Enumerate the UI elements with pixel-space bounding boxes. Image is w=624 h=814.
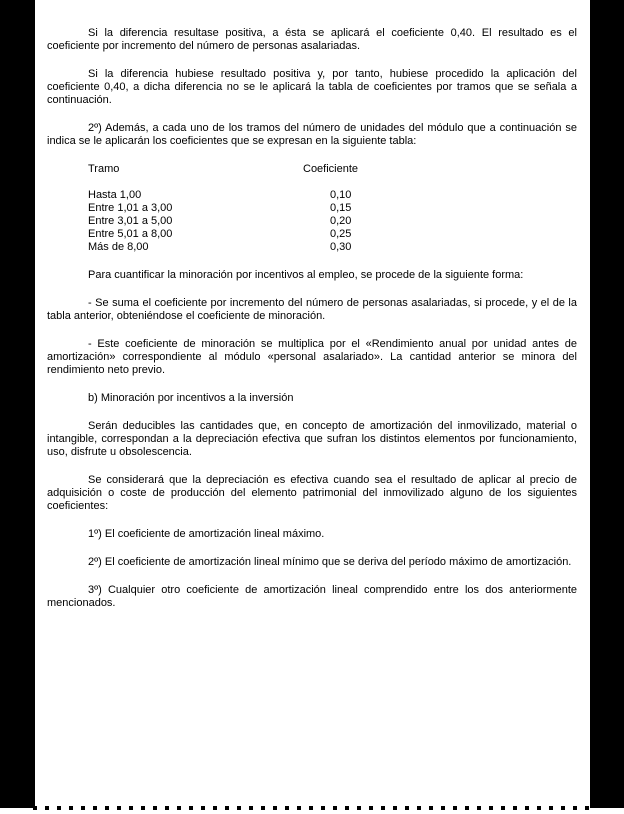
item-3-cualquier-otro: 3º) Cualquier otro coeficiente de amortización lineal comprendido entre los dos anteriormente mencionados. [47,584,577,609]
table-cell-coeficiente: 0,15 [330,202,352,214]
table-cell-tramo: Más de 8,00 [88,241,149,253]
paragraph-seran-deducibles: Serán deducibles las cantidades que, en concepto de amortización del inmovilizado, material o intangible, correspondan a la depreciación efectiva que sufran los distintos elementos por funcionamiento, uso, disfrute u obsolescencia. [47,420,577,458]
table-cell-coeficiente: 0,25 [330,228,352,240]
table-row [88,228,577,241]
table-row [88,189,577,202]
table-row [88,241,577,254]
table-cell-tramo: Entre 5,01 a 8,00 [88,228,173,240]
paragraph-este-coeficiente: - Este coeficiente de minoración se multiplica por el «Rendimiento anual por unidad antes de amortización» correspondiente al módulo «personal asalariado». La cantidad anterior se minora del rendimiento neto previo. [47,338,577,376]
table-cell-coeficiente: 0,30 [330,241,352,253]
table-cell-tramo: Entre 1,01 a 3,00 [88,202,173,214]
item-2-coeficiente-minimo: 2º) El coeficiente de amortización lineal mínimo que se deriva del período máximo de amortización. [88,556,572,568]
paragraph-para-cuantificar: Para cuantificar la minoración por incentivos al empleo, se procede de la siguiente forma: [88,269,524,281]
scan-border-right [590,0,624,808]
table-cell-tramo: Hasta 1,00 [88,189,142,201]
table-header-row [88,163,577,176]
table-row [88,215,577,228]
document-body-text [47,27,577,625]
paragraph-diferencia-positiva: Si la diferencia resultase positiva, a ésta se aplicará el coeficiente 0,40. El resultado es el coeficiente por incremento del número de personas asalariadas. [47,27,577,52]
table-cell-coeficiente: 0,10 [330,189,352,201]
table-header-coeficiente: Coeficiente [303,163,359,175]
table-cell-coeficiente: 0,20 [330,215,352,227]
scan-border-left [0,0,35,808]
paragraph-2-ademas: 2º) Además, a cada uno de los tramos del número de unidades del módulo que a continuación se indica se le aplicarán los coeficientes que se expresan en la siguiente tabla: [47,122,577,147]
paragraph-diferencia-hubiese: Si la diferencia hubiese resultado positiva y, por tanto, hubiese procedido la aplicación del coeficiente 0,40, a dicha diferencia no se le aplicará la tabla de coeficientes por tramos que se señala a continuación. [47,68,577,106]
table-cell-tramo: Entre 3,01 a 5,00 [88,215,173,227]
coefficients-table [88,163,577,254]
paragraph-se-considerara: Se considerará que la depreciación es efectiva cuando sea el resultado de aplicar al precio de adquisición o coste de producción del elemento patrimonial del inmovilizado alguno de los siguientes coeficientes: [47,474,577,512]
heading-minoracion-inversion: b) Minoración por incentivos a la inversión [88,392,294,404]
table-header-tramo: Tramo [88,163,120,175]
item-1-coeficiente-maximo: 1º) El coeficiente de amortización lineal máximo. [88,528,325,540]
table-row [88,202,577,215]
perforation-dotted-line [33,806,593,810]
paragraph-se-suma: - Se suma el coeficiente por incremento del número de personas asalariadas, si procede, y el de la tabla anterior, obteniéndose el coeficiente de minoración. [47,297,577,322]
